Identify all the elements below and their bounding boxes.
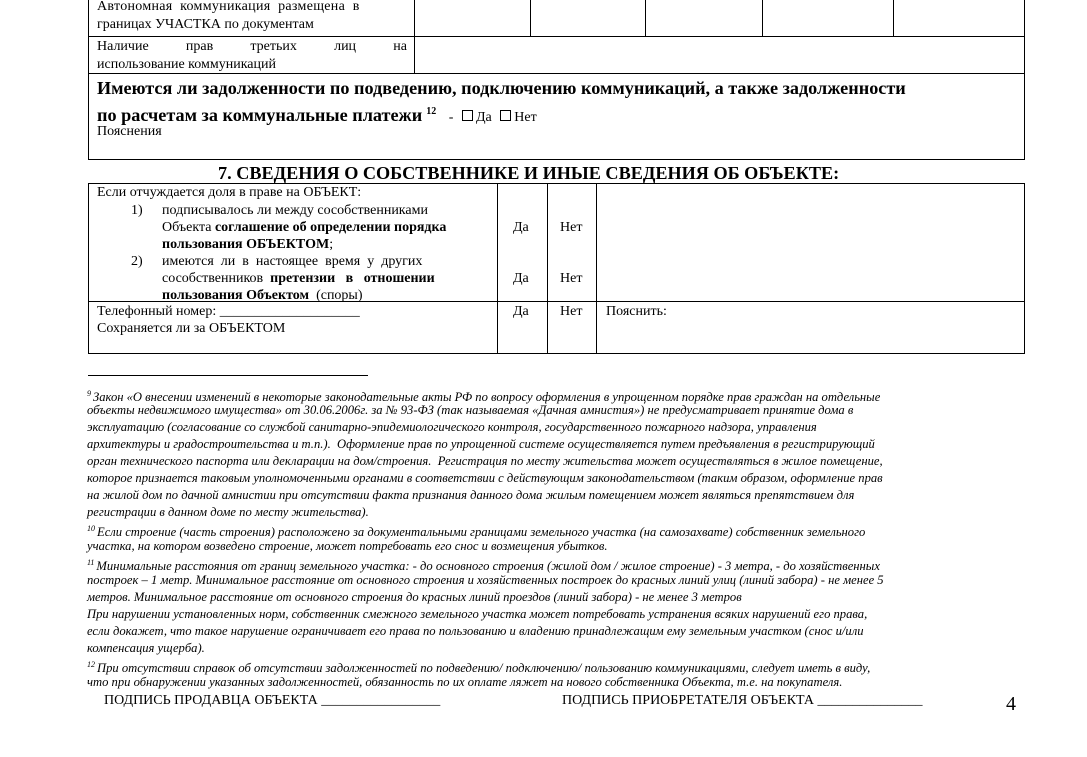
- footnote-10-line1: $^{10}$ Если строение (часть строения) расположено за документальными границами земельного участка (на самозахвате) собственник земельного: [87, 524, 866, 539]
- no-checkbox[interactable]: [500, 110, 511, 121]
- footnote-11-line6: компенсация ущерба).: [87, 641, 205, 655]
- footnote-11-line3: метров. Минимальное расстояние от основного строения до красных линий проездов (линий забора) - не менее 3 метров: [87, 590, 742, 604]
- item-2-line1: имеются ли в настоящее время у других: [162, 254, 423, 269]
- footnote-9-line: архитектуры и градостроительства и т.п.). Оформление прав по упрощенной системе осуществляется путем предъявления в регистрирующий: [87, 437, 875, 451]
- item-1-number: 1): [131, 203, 143, 218]
- phone-yes[interactable]: Да: [513, 304, 529, 319]
- explanations-label: Пояснения: [97, 124, 162, 139]
- item-2-no[interactable]: Нет: [560, 271, 583, 286]
- footnote-9-line: на жилой дом по дачной амнистии при отсутствии факта признания данного дома жилым помещением может являться препятствием для: [87, 488, 855, 502]
- footnote-9-last-line: регистрации в данном доме по месту жительства).: [87, 505, 369, 519]
- phone-no[interactable]: Нет: [560, 304, 583, 319]
- footnote-separator: [88, 375, 368, 376]
- item-1-no[interactable]: Нет: [560, 220, 583, 235]
- footnote-11-line5: если докажет, что такое нарушение ограничивает его права по пользованию и владению принадлежащим ему земельным участком (снос и/или: [87, 624, 864, 638]
- item-1-line1: подписывалось ли между сособственниками: [162, 203, 428, 218]
- footnote-12-line1: $^{12}$ При отсутствии справок об отсутствии задолженностей по подведению/ подключению/ пользованию коммуникациями, следует иметь в виду,: [87, 660, 871, 675]
- share-intro-label: Если отчуждается доля в праве на ОБЪЕКТ:: [97, 185, 362, 200]
- footnote-11-line4: При нарушении установленных норм, собственник смежного земельного участка может потребовать устранения всяких нарушений его права,: [87, 607, 868, 621]
- explain-label: Пояснить:: [606, 304, 667, 319]
- autonomous-comm-label-line1: Автономная коммуникация размещена в: [97, 0, 360, 14]
- section-7-title: 7. СВЕДЕНИЯ О СОБСТВЕННИКЕ И ИНЫЕ СВЕДЕНИЯ ОБ ОБЪЕКТЕ:: [218, 163, 840, 183]
- footnote-10-line2: участка, на котором возведено строение, может потребовать его снос и возмещения убытков.: [87, 539, 608, 553]
- kept-for-object-label: Сохраняется ли за ОБЪЕКТОМ: [97, 321, 286, 336]
- third-party-rights-label-line1: Наличие прав третьих лиц на: [97, 39, 407, 54]
- item-2-yes[interactable]: Да: [513, 271, 529, 286]
- buyer-signature[interactable]: ПОДПИСЬ ПРИОБРЕТАТЕЛЯ ОБЪЕКТА _______________: [562, 693, 923, 708]
- item-1-yes[interactable]: Да: [513, 220, 529, 235]
- debt-question-line2: по расчетам за коммунальные платежи $^{12}$ - Да Нет: [97, 105, 537, 126]
- item-1-line3: пользования ОБЪЕКТОМ;: [162, 237, 334, 252]
- autonomous-comm-label-line2: границах УЧАСТКА по документам: [97, 17, 314, 32]
- item-1-line2: Объекта соглашение об определении порядка: [162, 220, 447, 235]
- footnote-9-line: эксплуатацию (согласование со службой санитарно-эпидемиологического контроля, государственного пожарного надзора, управления: [87, 420, 817, 434]
- item-2-line2: сособственников претензии в отношении: [162, 271, 435, 286]
- footnote-9-line: которое признается таковым уполномоченными органами в соответствии с действующим законодательством (таким образом, оформление прав: [87, 471, 883, 485]
- debt-question-line1: Имеются ли задолженности по подведению, подключению коммуникаций, а также задолженности: [97, 78, 906, 98]
- footnote-11-line2: построек – 1 метр. Минимальное расстояние от основного строения и хозяйственных построек до красных линий улиц (линий забора) - не менее 5: [87, 573, 884, 587]
- footnote-9-line: объекты недвижимого имущества» от 30.06.2006г. за № 93-ФЗ (так называемая «Дачная амнистия») не предусматривает принятие дома в: [87, 403, 854, 417]
- footnote-9-line: $^9$ Закон «О внесении изменений в некоторые законодательные акты РФ по вопросу оформления в упрощенном порядке прав граждан на отдельные: [87, 389, 881, 404]
- footnote-12-line2: что при обнаружении указанных задолженностей, обязанность по их оплате ляжет на нового собственника Объекта, т.е. на покупателя.: [87, 675, 843, 689]
- footnote-11-line1: $^{11}$ Минимальные расстояния от границ земельного участка: - до основного строения (жилой дом / жилое строение) - 3 метра, - до хозяйственных: [87, 558, 880, 573]
- seller-signature[interactable]: ПОДПИСЬ ПРОДАВЦА ОБЪЕКТА _________________: [104, 693, 441, 708]
- third-party-rights-label-line2: использование коммуникаций: [97, 57, 276, 72]
- footnote-9-line: орган технического паспорта или декларации на дом/строения. Регистрация по месту жительства может осуществляться в жилое помещение,: [87, 454, 883, 468]
- page-number: 4: [1006, 693, 1016, 715]
- item-2-line3: пользования Объектом (споры): [162, 288, 363, 303]
- phone-number-label: Телефонный номер: ____________________: [97, 304, 360, 319]
- yes-checkbox[interactable]: [462, 110, 473, 121]
- item-2-number: 2): [131, 254, 143, 269]
